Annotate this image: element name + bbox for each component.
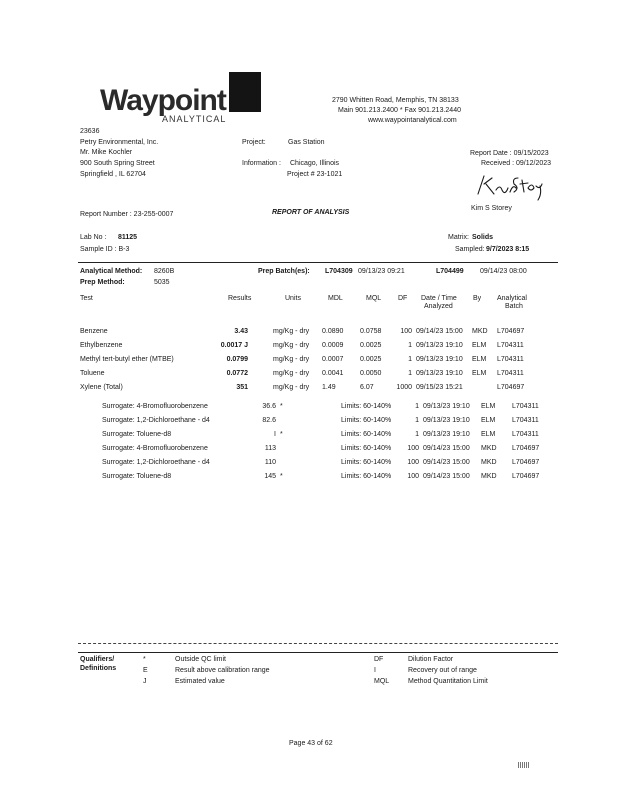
client-company: Petry Environmental, Inc.: [80, 139, 159, 146]
definitions-heading: Definitions: [80, 665, 117, 672]
prep-batch-label: Prep Batch(es):: [258, 268, 310, 275]
surrogate-df: 100: [407, 473, 419, 480]
surrogate-limits: Limits: 60-140%: [341, 459, 392, 466]
row-mql: 0.0758: [360, 328, 382, 335]
row-df: 100: [400, 328, 412, 335]
col-analytical: Analytical: [497, 295, 527, 302]
row-mql: 6.07: [360, 384, 374, 391]
surrogate-batch: L704697: [512, 473, 540, 480]
col-batch: Batch: [505, 303, 523, 310]
qualifier-code: I: [374, 667, 376, 674]
signer-name: Kim S Storey: [471, 205, 512, 212]
surrogate-by: MKD: [481, 473, 497, 480]
row-units: mg/Kg - dry: [273, 356, 310, 363]
surrogate-by: ELM: [481, 417, 496, 424]
row-units: mg/Kg - dry: [273, 328, 310, 335]
client-street: 900 South Spring Street: [80, 160, 155, 167]
row-test: Methyl tert-butyl ether (MTBE): [80, 356, 174, 363]
row-test: Xylene (Total): [80, 384, 123, 391]
surrogate-date: 09/14/23 15:00: [423, 459, 470, 466]
row-mdl: 1.49: [322, 384, 336, 391]
col-units: Units: [285, 295, 301, 302]
row-mdl: 0.0009: [322, 342, 344, 349]
surrogate-limits: Limits: 60-140%: [341, 445, 392, 452]
divider-qualifiers: [78, 643, 558, 644]
row-mdl: 0.0041: [322, 370, 344, 377]
information-label: Information :: [242, 160, 281, 167]
qualifier-code: *: [143, 656, 146, 663]
surrogate-result: 145: [264, 473, 276, 480]
row-result: 3.43: [234, 328, 248, 335]
row-result: 0.0772: [226, 370, 248, 377]
prep-batch-1-date: 09/13/23 09:21: [358, 268, 405, 275]
row-df: 1000: [396, 384, 412, 391]
surrogate-df: 100: [407, 459, 419, 466]
row-test: Toluene: [80, 370, 105, 377]
client-id: 23636: [80, 128, 100, 135]
surrogate-name: Surrogate: 4-Bromofluorobenzene: [102, 445, 208, 452]
analytical-method-label: Analytical Method:: [80, 268, 143, 275]
row-by: ELM: [472, 342, 487, 349]
surrogate-name: Surrogate: 1,2-Dichloroethane - d4: [102, 417, 210, 424]
row-date: 09/15/23 15:21: [416, 384, 463, 391]
surrogate-result: I: [274, 431, 276, 438]
project-label: Project:: [242, 139, 266, 146]
row-batch: L704311: [497, 356, 524, 363]
qualifier-code: DF: [374, 656, 384, 663]
information-value: Chicago, Illinois: [290, 160, 340, 167]
prep-batch-1: L704309: [325, 268, 353, 275]
client-contact: Mr. Mike Kochler: [80, 149, 133, 156]
surrogate-by: ELM: [481, 431, 496, 438]
row-by: MKD: [472, 328, 488, 335]
qualifier-text: Method Quantitation Limit: [408, 678, 488, 685]
qualifier-text: Outside QC limit: [175, 656, 226, 663]
surrogate-result: 36.6: [262, 403, 276, 410]
row-mql: 0.0025: [360, 342, 382, 349]
qualifier-code: E: [143, 667, 148, 674]
surrogate-df: 100: [407, 445, 419, 452]
row-date: 09/14/23 15:00: [416, 328, 463, 335]
row-batch: L704697: [497, 328, 525, 335]
divider-qualifiers-solid: [78, 652, 558, 653]
surrogate-limits: Limits: 60-140%: [341, 403, 392, 410]
surrogate-flag: *: [280, 403, 283, 410]
row-mdl: 0.0890: [322, 328, 344, 335]
col-mql: MQL: [366, 295, 382, 302]
col-analyzed: Analyzed: [424, 303, 453, 310]
prep-batch-2: L704499: [436, 268, 464, 275]
report-title: REPORT OF ANALYSIS: [272, 209, 350, 216]
surrogate-limits: Limits: 60-140%: [341, 473, 392, 480]
row-test: Benzene: [80, 328, 108, 335]
surrogate-name: Surrogate: Toluene-d8: [102, 431, 172, 438]
client-city: Springfield , IL 62704: [80, 171, 146, 178]
prep-batch-2-date: 09/14/23 08:00: [480, 268, 527, 275]
sample-id: Sample ID : B-3: [80, 246, 130, 253]
lab-phone: Main 901.213.2400 * Fax 901.213.2440: [338, 107, 461, 114]
report-date: Report Date : 09/15/2023: [470, 150, 549, 157]
logo-square-icon: [229, 72, 261, 112]
matrix-label: Matrix:: [448, 234, 469, 241]
report-number: Report Number : 23-255-0007: [80, 211, 174, 218]
sampled-value: 9/7/2023 8:15: [486, 246, 530, 253]
surrogate-result: 82.6: [262, 417, 276, 424]
surrogate-batch: L704697: [512, 445, 540, 452]
lab-no-label: Lab No :: [80, 234, 107, 241]
surrogate-name: Surrogate: Toluene-d8: [102, 473, 172, 480]
surrogate-batch: L704311: [512, 417, 539, 424]
lab-website: www.waypointanalytical.com: [368, 117, 457, 124]
surrogate-result: 113: [264, 445, 276, 452]
page-number: Page 43 of 62: [289, 740, 333, 747]
col-by: By: [473, 295, 482, 302]
surrogate-df: 1: [415, 431, 419, 438]
surrogate-date: 09/13/23 19:10: [423, 403, 470, 410]
row-df: 1: [408, 342, 412, 349]
surrogate-batch: L704311: [512, 431, 539, 438]
surrogate-batch: L704311: [512, 403, 539, 410]
row-test: Ethylbenzene: [80, 342, 123, 349]
qualifier-code: MQL: [374, 678, 390, 685]
matrix-value: Solids: [472, 234, 494, 241]
surrogate-df: 1: [415, 417, 419, 424]
qualifier-text: Dilution Factor: [408, 656, 454, 663]
row-date: 09/13/23 19:10: [416, 356, 463, 363]
row-units: mg/Kg - dry: [273, 384, 310, 391]
row-date: 09/13/23 19:10: [416, 342, 463, 349]
qualifier-text: Recovery out of range: [408, 667, 477, 674]
project-value: Gas Station: [288, 139, 325, 146]
qualifier-text: Estimated value: [175, 678, 225, 685]
barcode-icon: [518, 762, 530, 768]
received-date: Received : 09/12/2023: [481, 160, 552, 167]
col-date-time: Date / Time: [421, 295, 457, 302]
col-results: Results: [228, 295, 252, 302]
surrogate-name: Surrogate: 1,2-Dichloroethane - d4: [102, 459, 210, 466]
row-batch: L704311: [497, 370, 524, 377]
row-df: 1: [408, 356, 412, 363]
project-number: Project # 23-1021: [287, 171, 343, 178]
surrogate-name: Surrogate: 4-Bromofluorobenzene: [102, 403, 208, 410]
row-df: 1: [408, 370, 412, 377]
surrogate-batch: L704697: [512, 459, 540, 466]
surrogate-result: 110: [264, 459, 276, 466]
analytical-method-value: 8260B: [154, 268, 175, 275]
surrogate-limits: Limits: 60-140%: [341, 417, 392, 424]
row-units: mg/Kg - dry: [273, 370, 310, 377]
lab-address: 2790 Whitten Road, Memphis, TN 38133: [332, 97, 459, 104]
lab-no-value: 81125: [118, 234, 138, 241]
surrogate-flag: *: [280, 473, 283, 480]
surrogate-date: 09/13/23 19:10: [423, 431, 470, 438]
row-units: mg/Kg - dry: [273, 342, 310, 349]
sampled-label: Sampled:: [455, 246, 485, 253]
lab-logo-subtitle: ANALYTICAL: [162, 114, 227, 124]
row-result: 0.0017 J: [220, 342, 248, 349]
row-batch: L704311: [497, 342, 524, 349]
row-result: 0.0799: [226, 356, 248, 363]
row-mql: 0.0025: [360, 356, 382, 363]
signature-image: [474, 170, 546, 204]
surrogate-by: MKD: [481, 459, 497, 466]
surrogate-by: MKD: [481, 445, 497, 452]
qualifier-text: Result above calibration range: [175, 667, 270, 674]
surrogate-flag: *: [280, 431, 283, 438]
prep-method-label: Prep Method:: [80, 279, 125, 286]
row-mdl: 0.0007: [322, 356, 344, 363]
qualifier-code: J: [143, 678, 147, 685]
prep-method-value: 5035: [154, 279, 170, 286]
row-batch: L704697: [497, 384, 525, 391]
row-by: ELM: [472, 356, 487, 363]
col-mdl: MDL: [328, 295, 343, 302]
surrogate-by: ELM: [481, 403, 496, 410]
col-test: Test: [80, 295, 93, 302]
surrogate-date: 09/14/23 15:00: [423, 445, 470, 452]
divider-top: [78, 262, 558, 263]
row-date: 09/13/23 19:10: [416, 370, 463, 377]
row-result: 351: [236, 384, 248, 391]
qualifiers-heading: Qualifiers/: [80, 656, 115, 663]
col-df: DF: [398, 295, 408, 302]
lab-logo-wordmark: Waypoint: [100, 84, 226, 117]
surrogate-limits: Limits: 60-140%: [341, 431, 392, 438]
surrogate-df: 1: [415, 403, 419, 410]
surrogate-date: 09/13/23 19:10: [423, 417, 470, 424]
surrogate-date: 09/14/23 15:00: [423, 473, 470, 480]
row-mql: 0.0050: [360, 370, 382, 377]
row-by: ELM: [472, 370, 487, 377]
